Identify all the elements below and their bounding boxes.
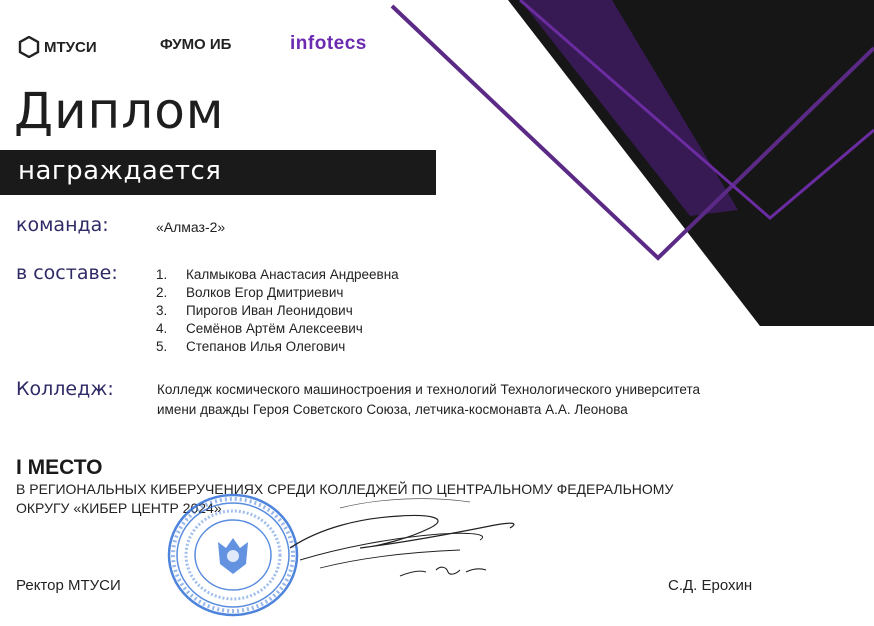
member-number: 4. xyxy=(156,321,168,336)
mtuci-logo-text: МТУСИ xyxy=(44,38,97,56)
rector-title: Ректор МТУСИ xyxy=(16,577,121,594)
mtuci-hexagon-icon xyxy=(18,36,40,58)
list-item xyxy=(156,266,399,284)
members-list xyxy=(156,266,399,356)
infotecs-logo: infotecs xyxy=(290,33,367,54)
member-name: Калмыкова Анастасия Андреевна xyxy=(186,267,399,282)
college-line-1: Колледж космического машиностроения и технологий Технологического университета xyxy=(157,382,701,397)
diploma-title: Диплом xyxy=(14,82,225,140)
member-number: 5. xyxy=(156,339,168,354)
awarded-text: награждается xyxy=(18,156,222,186)
rector-name: С.Д. Ерохин xyxy=(668,577,753,594)
fumo-ib-logo: ФУМО ИБ xyxy=(160,36,232,53)
handwritten-signature xyxy=(280,488,540,588)
college-name xyxy=(157,380,700,420)
mtuci-logo xyxy=(18,36,97,58)
member-name: Степанов Илья Олегович xyxy=(186,339,346,354)
place-line-2: ОКРУГУ «КИБЕР ЦЕНТР 2024» xyxy=(16,500,222,516)
team-name: «Алмаз-2» xyxy=(156,219,226,235)
team-label: команда: xyxy=(16,214,109,236)
member-number: 2. xyxy=(156,285,168,300)
member-number: 1. xyxy=(156,267,168,282)
college-label: Колледж: xyxy=(16,378,114,400)
list-item xyxy=(156,338,399,356)
member-number: 3. xyxy=(156,303,168,318)
college-line-2: имени дважды Героя Советского Союза, летчика-космонавта А.А. Леонова xyxy=(157,402,628,417)
place-title: I МЕСТО xyxy=(16,456,103,479)
list-item xyxy=(156,302,399,320)
member-name: Семёнов Артём Алексеевич xyxy=(186,321,363,336)
place-line-1: В РЕГИОНАЛЬНЫХ КИБЕРУЧЕНИЯХ СРЕДИ КОЛЛЕДЖЕЙ ПО ЦЕНТРАЛЬНОМУ ФЕДЕРАЛЬНОМУ xyxy=(16,481,674,497)
list-item xyxy=(156,320,399,338)
list-item xyxy=(156,284,399,302)
members-label: в составе: xyxy=(16,262,118,284)
member-name: Волков Егор Дмитриевич xyxy=(186,285,344,300)
member-name: Пирогов Иван Леонидович xyxy=(186,303,353,318)
